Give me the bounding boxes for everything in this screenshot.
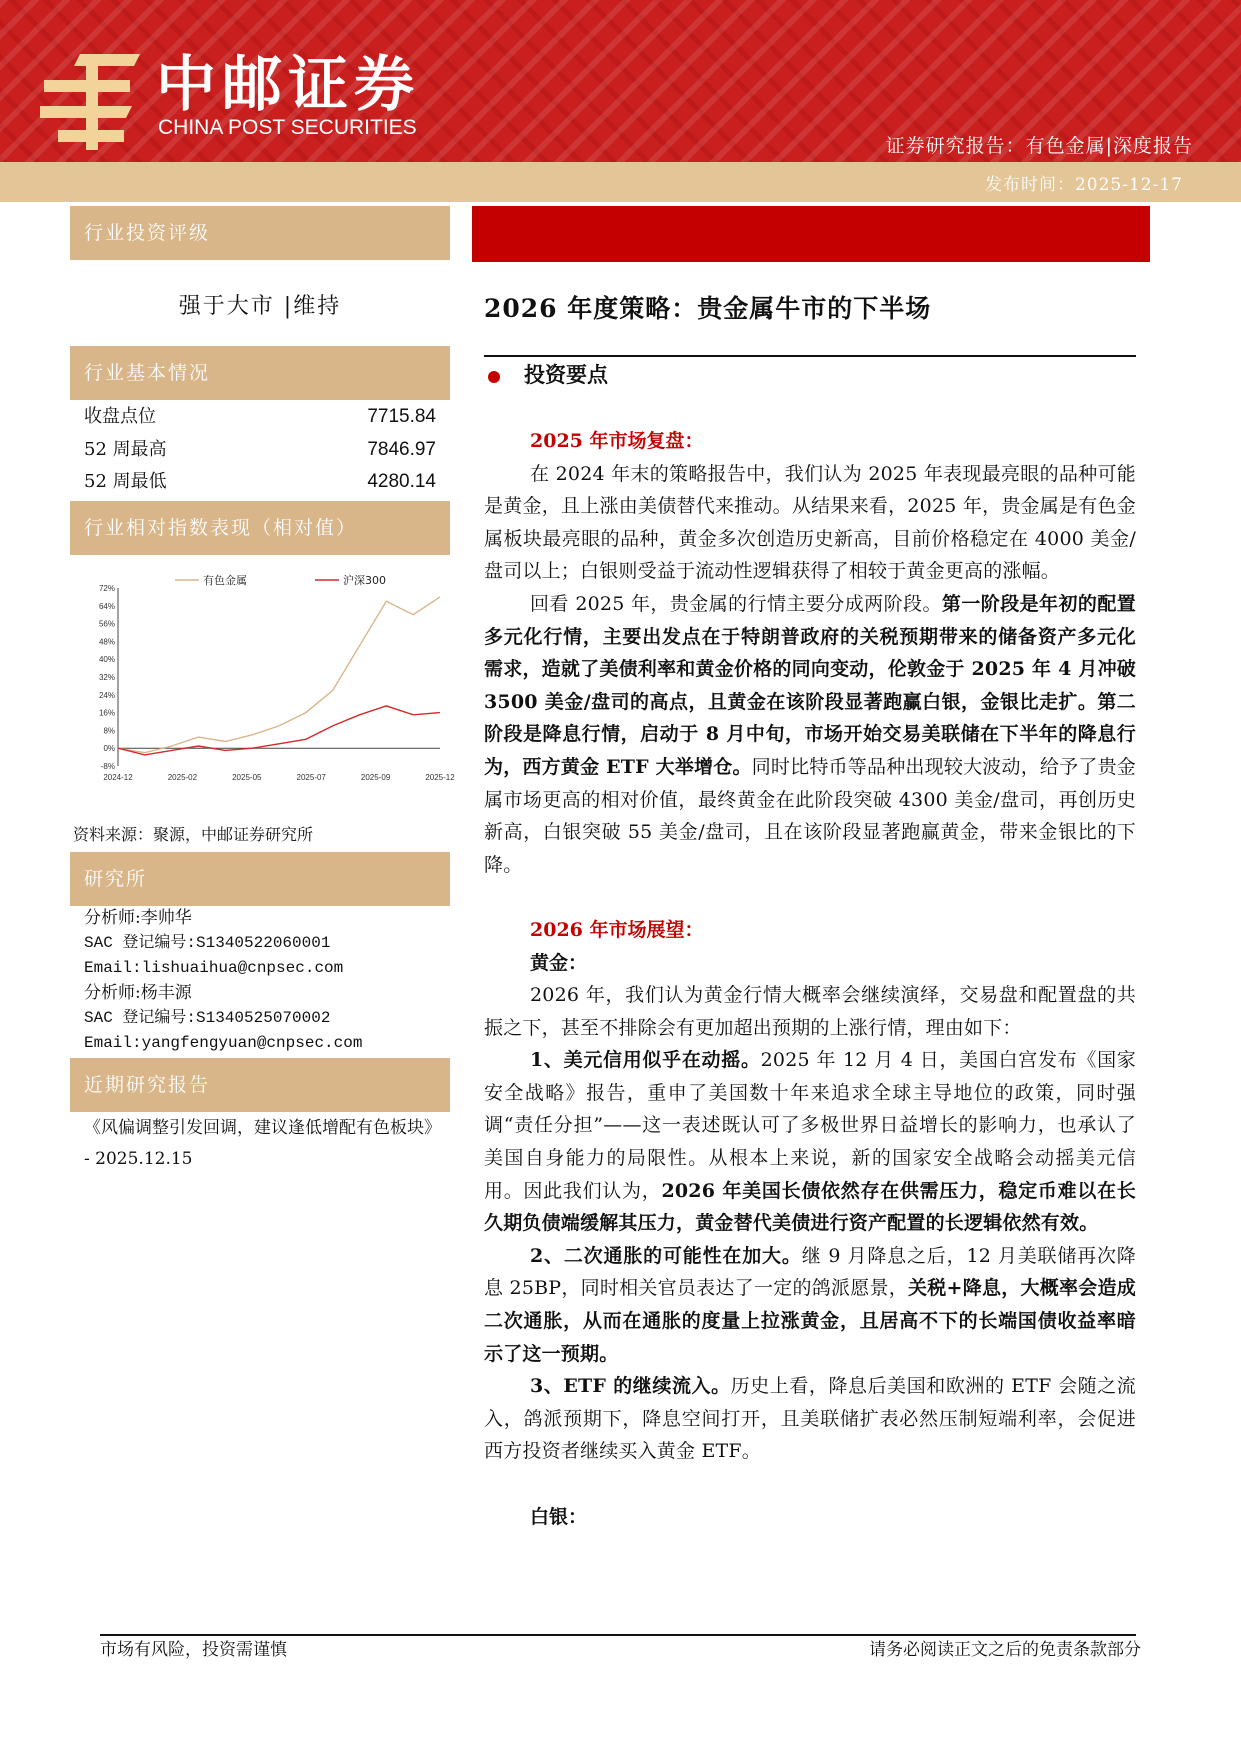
subheading-silver: 白银：: [530, 1505, 588, 1528]
paragraph-text: 2025 年 12 月 4 日，美国白宫发布《国家安全战略》报告，重申了美国数十年来追求全球主导地位的政策，同时强调“责任分担”——这一表述既认可了多极世界日益增长的影响力，也承认了美国自身能力的局限性。从根本上来说，新的国家安全战略会动摇美元信用。因此我们认为，: [484, 1049, 1136, 1202]
paragraph-emphasis: 关税+降息，大概率会造成二次通胀，从而在通胀的度量上拉涨黄金，且居高不下的长端国债收益率暗示了这一预期。: [484, 1277, 1136, 1365]
y-tick-label: 56%: [98, 619, 115, 629]
x-tick-label: 2025-02: [167, 773, 198, 782]
stat-label: 52 周最低: [84, 471, 167, 492]
y-tick-label: 24%: [98, 690, 115, 700]
footer-rule: [100, 1634, 1136, 1636]
paragraph: [484, 1240, 1136, 1370]
analyst-sac-id: SAC 登记编号:S1340525070002: [84, 1009, 331, 1027]
publish-date: 发布时间：2025-12-17: [984, 175, 1183, 195]
paragraph: 2026 年，我们认为黄金行情大概率会继续演绎，交易盘和配置盘的共振之下，甚至不排除会有更加超出预期的上涨行情，理由如下：: [484, 984, 1136, 1039]
recent-reports-heading: 近期研究报告: [70, 1058, 450, 1112]
title-accent-bar: [472, 206, 1150, 262]
chart-source-note: 资料来源：聚源，中邮证券研究所: [73, 825, 314, 844]
y-tick-label: 32%: [98, 673, 115, 682]
stat-label: 52 周最高: [84, 439, 167, 460]
y-tick-label: 64%: [98, 601, 115, 611]
legend-label: 沪深300: [343, 574, 386, 587]
china-post-logo-icon: [40, 50, 140, 150]
recent-report-link[interactable]: 《风偏调整引发回调，建议逢低增配有色板块》 - 2025.12.15: [84, 1118, 441, 1169]
stat-value: 7715.84: [367, 406, 436, 427]
performance-heading: 行业相对指数表现（相对值）: [70, 501, 450, 555]
paragraph-emphasis: 第一阶段是年初的配置多元化行情，主要出发点在于特朗普政府的关税预期带来的储备资产多元化需求，造就了美债利率和黄金价格的同向变动，伦敦金于 2025 年 4 月冲破 3500 美金/盘司的高点，且黄金在该阶段显著跑赢白银，金银比走扩。第二阶段是降息行情，启动于 8 月中旬，市场开始交易美联储在下半年的降息行为，西方黄金 ETF 大举增仓。: [484, 592, 1136, 778]
y-tick-label: 40%: [98, 655, 115, 665]
risk-disclaimer: 市场有风险，投资需谨慎: [100, 1640, 287, 1660]
report-body: [484, 425, 1136, 1533]
reason-title: 2、二次通胀的可能性在加大。: [530, 1244, 802, 1267]
analyst-email[interactable]: Email:lishuaihua@cnpsec.com: [84, 959, 344, 977]
stat-label: 收盘点位: [84, 406, 156, 427]
reason-title: 1、美元信用似乎在动摇。: [530, 1049, 761, 1072]
paragraph-text: 同时比特币等品种出现较大波动，给予了贵金属市场更高的相对价值，最终黄金在此阶段突破 4300 美金/盘司，再创历史新高，白银突破 55 美金/盘司，且在该阶段显著跑赢黄金，带来金银比的下降。: [484, 755, 1136, 876]
stat-row-52w-high: [84, 434, 436, 466]
basics-heading: 行业基本情况: [70, 346, 450, 400]
paragraph-emphasis: 2026 年美国长债依然存在供需压力，稳定币难以在长久期负债端缓解其压力，黄金替代美债进行资产配置的长逻辑依然有效。: [484, 1179, 1136, 1235]
brand-name-cn: 中邮证券: [156, 50, 420, 120]
y-tick-label: 72%: [98, 584, 115, 593]
y-tick-label: 0%: [103, 744, 115, 754]
stat-row-52w-low: [84, 466, 436, 498]
brand-name-en: CHINA POST SECURITIES: [158, 116, 417, 139]
x-tick-label: 2025-07: [296, 773, 326, 782]
x-tick-label: 2025-12: [425, 773, 455, 782]
y-tick-label: -8%: [100, 762, 115, 771]
report-type-label: 证券研究报告：有色金属|深度报告: [885, 135, 1193, 157]
rating-heading: 行业投资评级: [70, 206, 450, 260]
paragraph: [484, 588, 1136, 881]
x-tick-label: 2025-09: [360, 773, 391, 782]
analyst-name: 分析师:杨丰源: [84, 983, 192, 1003]
paragraph: 在 2024 年末的策略报告中，我们认为 2025 年表现最亮眼的品种可能是黄金，且上涨由美债替代来推动。从结果来看，2025 年，贵金属是有色金属板块最亮眼的品种，黄金多次创造历史新高，目前价格稳定在 4000 美金/盘司以上；白银则受益于流动性逻辑获得了相较于黄金更高的涨幅。: [484, 462, 1136, 583]
stat-value: 4280.14: [367, 471, 436, 492]
x-tick-label: 2024-12: [103, 773, 133, 782]
paragraph-text: 继 9 月降息之后，12 月美联储再次降息 25BP，同时相关官员表达了一定的鸽派愿景，: [484, 1244, 1136, 1300]
series-line-nonferrous: [118, 597, 440, 753]
report-title: 2026 年度策略：贵金属牛市的下半场: [484, 294, 932, 323]
section-heading-review: 2025 年市场复盘：: [530, 430, 704, 452]
section-heading-outlook: 2026 年市场展望：: [530, 918, 704, 941]
y-tick-label: 8%: [103, 726, 115, 736]
relative-performance-chart: [70, 560, 455, 800]
analyst-email[interactable]: Email:yangfengyuan@cnpsec.com: [84, 1034, 363, 1052]
x-tick-label: 2025-05: [232, 773, 262, 782]
institute-heading: 研究所: [70, 852, 450, 906]
stat-row-close: [84, 401, 436, 433]
bullet-icon: [488, 371, 500, 383]
key-points-heading: [484, 360, 608, 390]
header-band: [0, 0, 1241, 162]
terms-notice: 请务必阅读正文之后的免责条款部分: [869, 1640, 1141, 1660]
paragraph: [484, 1370, 1136, 1468]
legend-label: 有色金属: [203, 574, 247, 587]
y-tick-label: 16%: [98, 708, 115, 718]
analyst-sac-id: SAC 登记编号:S1340522060001: [84, 934, 331, 952]
analyst-name: 分析师:李帅华: [84, 908, 192, 928]
y-tick-label: 48%: [98, 637, 115, 647]
paragraph-text: 回看 2025 年，贵金属的行情主要分成两阶段。: [530, 592, 942, 615]
title-rule: [484, 355, 1136, 357]
key-points-label: 投资要点: [524, 362, 608, 387]
header-sub-band: [0, 162, 1241, 202]
subheading-gold: 黄金：: [530, 951, 588, 974]
paragraph: [484, 1044, 1136, 1240]
stat-value: 7846.97: [367, 439, 436, 460]
paragraph-text: 历史上看，降息后美国和欧洲的 ETF 会随之流入，鸽派预期下，降息空间打开，且美联储扩表必然压制短端利率，会促进西方投资者继续买入黄金 ETF。: [484, 1375, 1136, 1463]
industry-rating: 强于大市 |维持: [178, 294, 342, 319]
reason-title: 3、ETF 的继续流入。: [530, 1375, 731, 1398]
